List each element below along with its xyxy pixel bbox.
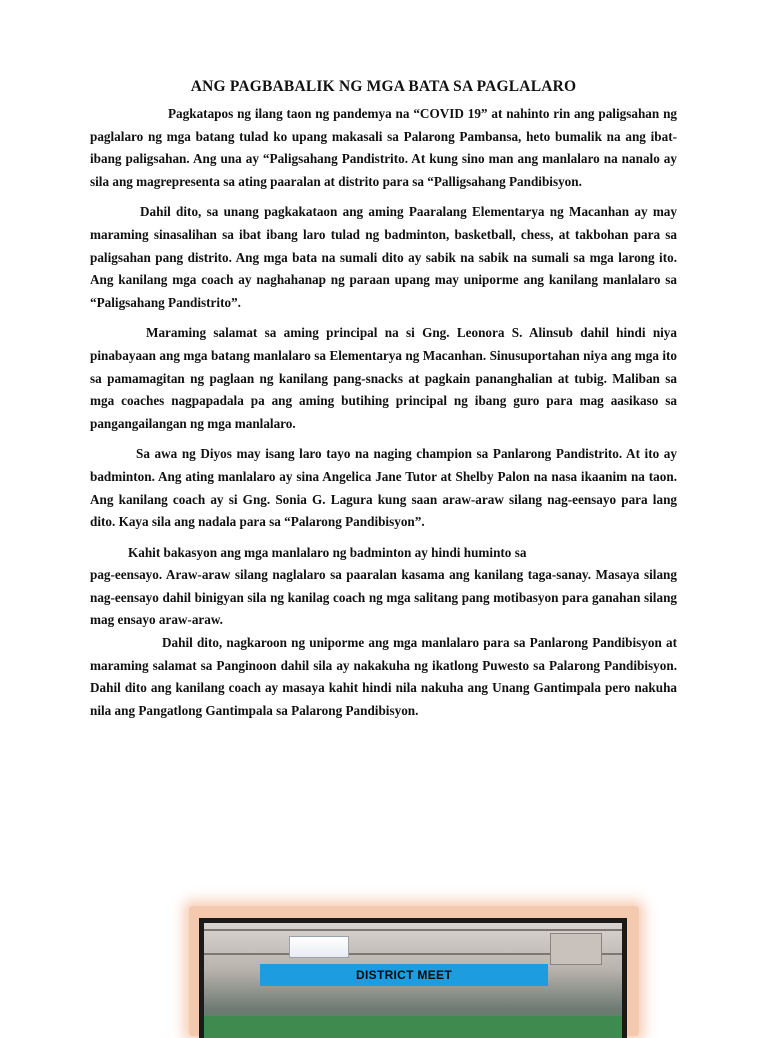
paragraph-1: Pagkatapos ng ilang taon ng pandemya na “COVID 19” at nahinto rin ang paligsahan ng paglalaro ng mga batang tulad ko upang makasali sa Palarong Pambansa, heto bumalik na ang ibat-ibang paligsahan. Ang una ay “Paligsahang Pandistrito. At kung sino man ang manlalaro na nanalo ay sila ang magrepresenta sa ating paaralan at distrito para sa “Palligsahang Pandibisyon. <box>90 106 677 189</box>
wall-panel <box>550 933 602 965</box>
paragraph-3: Maraming salamat sa aming principal na si Gng. Leonora S. Alinsub dahil hindi niya pinabayaan ang mga batang manlalaro sa Elementarya ng Macanhan. Sinusuportahan niya ang mga ito sa pamamagitan ng paglaan ng kanilang pang-snacks at pagkain pananghalian at tubig. Maliban sa mga coaches nagpapadala pa ang aming butihing principal ng ibang guro para mag aasikaso sa pangangailangan ng mga manlalaro. <box>90 325 677 431</box>
paragraph-2: Dahil dito, sa unang pagkakataon ang aming Paaralang Elementarya ng Macanhan ay may maraming sinasalihan sa ibat ibang laro tulad ng badminton, basketball, chess, at takbohan para sa paligsahan pang distrito. Ang mga bata na sumali dito ay sabik na sabik na sumali sa mga larong ito. Ang kanilang mga coach ay naghahanap ng paraan upang may uniporme ang kanilang manlalaro sa “Paligsahang Pandistrito”. <box>90 204 677 310</box>
court-floor <box>204 1016 622 1038</box>
paragraph-4: Sa awa ng Diyos may isang laro tayo na naging champion sa Panlarong Pandistrito. At ito ay badminton. Ang ating manlalaro ay sina Angelica Jane Tutor at Shelby Palon na nasa ikaanim na taon. Ang kanilang coach ay si Gng. Sonia G. Lagura kung saan araw-araw silang nag-eensayo para lang dito. Kaya sila ang nadala para sa “Palarong Pandibisyon”. <box>90 446 677 530</box>
roof-beam <box>204 929 622 931</box>
photo-scene <box>204 923 622 1038</box>
paragraph-6: Dahil dito, nagkaroon ng uniporme ang mga manlalaro para sa Panlarong Pandibisyon at maraming salamat sa Panginoon dahil sila ay nakakuha ng ikatlong Puwesto sa Palarong Pandibisyon. Dahil dito ang kanilang coach ay masaya kahit hindi nila nakuha ang Unang Gantimpala pero nakuha nila ang Pangatlong Gantimpala sa Palarong Pandibisyon. <box>90 635 677 718</box>
paragraph-5-first-line: Kahit bakasyon ang mga manlalaro ng badminton ay hindi huminto sa <box>128 544 527 560</box>
ceiling-light <box>289 936 349 958</box>
document-page <box>90 78 677 730</box>
district-meet-banner: DISTRICT MEET <box>260 964 548 986</box>
document-title: ANG PAGBABALIK NG MGA BATA SA PAGLALARO <box>190 78 577 95</box>
district-meet-photo <box>199 918 627 1038</box>
paragraph-5 <box>90 542 677 632</box>
paragraph-5-rest: pag-eensayo. Araw-araw silang naglalaro sa paaralan kasama ang kanilang taga-sanay. Masaya silang nag-eensayo dahil binigyan sila ng kanilag coach ng mga salitang pang motibasyon para ganahan silang mag ensayo araw-araw. <box>90 567 677 628</box>
